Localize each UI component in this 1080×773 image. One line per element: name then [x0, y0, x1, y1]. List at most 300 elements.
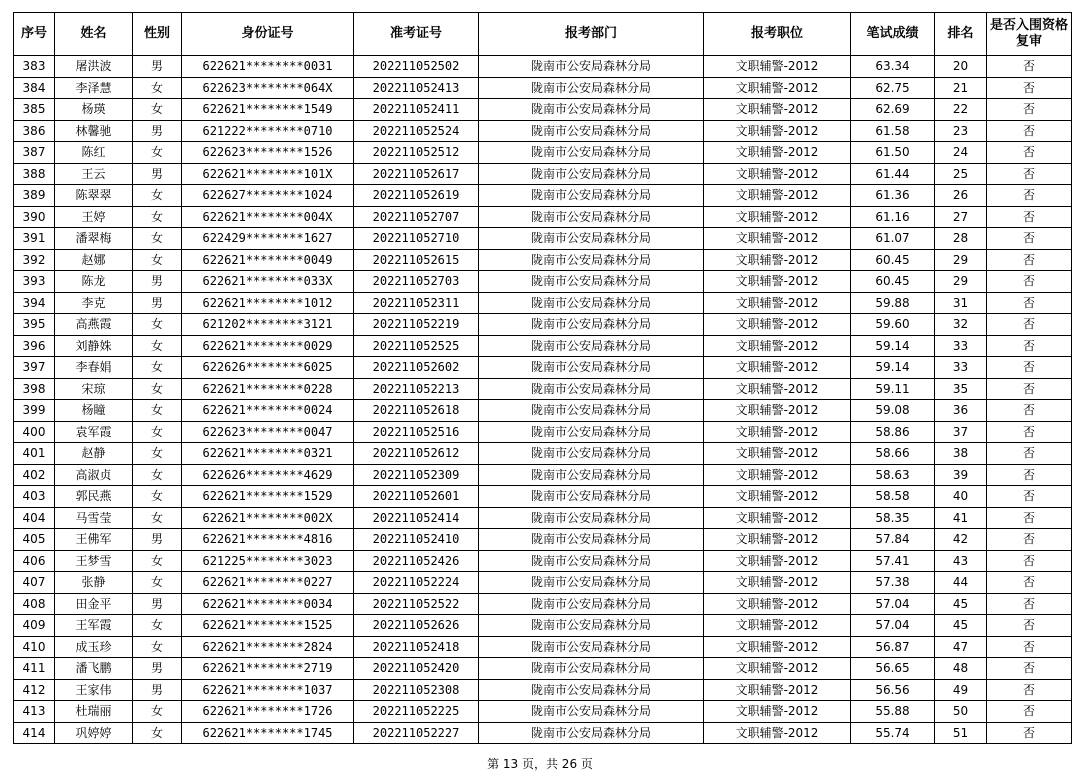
table-row [14, 701, 1072, 723]
cell-name: 杨瑛 [55, 99, 133, 121]
cell-score: 57.41 [851, 550, 935, 572]
cell-department: 陇南市公安局森林分局 [479, 486, 704, 508]
cell-ticket: 202211052703 [354, 271, 479, 293]
cell-gender: 女 [133, 335, 182, 357]
cell-position: 文职辅警-2012 [704, 292, 851, 314]
cell-department: 陇南市公安局森林分局 [479, 357, 704, 379]
cell-score: 56.87 [851, 636, 935, 658]
cell-position: 文职辅警-2012 [704, 679, 851, 701]
cell-rank: 38 [935, 443, 987, 465]
table-row [14, 507, 1072, 529]
cell-rank: 35 [935, 378, 987, 400]
cell-gender: 女 [133, 206, 182, 228]
cell-score: 59.14 [851, 357, 935, 379]
cell-department: 陇南市公安局森林分局 [479, 572, 704, 594]
cell-name: 刘静姝 [55, 335, 133, 357]
cell-name: 王婷 [55, 206, 133, 228]
table-row [14, 185, 1072, 207]
cell-score: 60.45 [851, 271, 935, 293]
cell-position: 文职辅警-2012 [704, 486, 851, 508]
cell-id: 622621********033X [182, 271, 354, 293]
cell-seq: 389 [14, 185, 55, 207]
cell-name: 赵静 [55, 443, 133, 465]
cell-shortlisted: 否 [987, 249, 1072, 271]
cell-ticket: 202211052615 [354, 249, 479, 271]
cell-department: 陇南市公安局森林分局 [479, 163, 704, 185]
cell-shortlisted: 否 [987, 636, 1072, 658]
cell-department: 陇南市公安局森林分局 [479, 228, 704, 250]
cell-ticket: 202211052522 [354, 593, 479, 615]
cell-seq: 406 [14, 550, 55, 572]
cell-rank: 28 [935, 228, 987, 250]
cell-position: 文职辅警-2012 [704, 550, 851, 572]
cell-seq: 403 [14, 486, 55, 508]
cell-score: 61.44 [851, 163, 935, 185]
cell-score: 57.04 [851, 615, 935, 637]
cell-rank: 47 [935, 636, 987, 658]
cell-shortlisted: 否 [987, 529, 1072, 551]
cell-name: 成玉珍 [55, 636, 133, 658]
results-table [13, 12, 1072, 744]
cell-ticket: 202211052410 [354, 529, 479, 551]
cell-seq: 404 [14, 507, 55, 529]
table-row [14, 636, 1072, 658]
cell-score: 61.16 [851, 206, 935, 228]
cell-name: 王佛军 [55, 529, 133, 551]
cell-id: 622621********1549 [182, 99, 354, 121]
cell-id: 622623********0047 [182, 421, 354, 443]
cell-seq: 414 [14, 722, 55, 744]
cell-seq: 397 [14, 357, 55, 379]
cell-seq: 392 [14, 249, 55, 271]
cell-id: 622626********6025 [182, 357, 354, 379]
cell-ticket: 202211052618 [354, 400, 479, 422]
cell-score: 57.84 [851, 529, 935, 551]
cell-ticket: 202211052411 [354, 99, 479, 121]
cell-ticket: 202211052418 [354, 636, 479, 658]
cell-id: 622621********0031 [182, 56, 354, 78]
cell-gender: 女 [133, 400, 182, 422]
cell-score: 63.34 [851, 56, 935, 78]
cell-name: 高燕霞 [55, 314, 133, 336]
cell-rank: 39 [935, 464, 987, 486]
col-header-department: 报考部门 [479, 13, 704, 56]
cell-department: 陇南市公安局森林分局 [479, 314, 704, 336]
cell-position: 文职辅警-2012 [704, 658, 851, 680]
cell-name: 杜瑞丽 [55, 701, 133, 723]
cell-shortlisted: 否 [987, 486, 1072, 508]
cell-name: 赵娜 [55, 249, 133, 271]
cell-id: 622621********0228 [182, 378, 354, 400]
cell-shortlisted: 否 [987, 206, 1072, 228]
col-header-name: 姓名 [55, 13, 133, 56]
cell-ticket: 202211052308 [354, 679, 479, 701]
cell-rank: 33 [935, 335, 987, 357]
cell-ticket: 202211052707 [354, 206, 479, 228]
cell-id: 621202********3121 [182, 314, 354, 336]
cell-id: 621222********0710 [182, 120, 354, 142]
cell-score: 59.88 [851, 292, 935, 314]
cell-gender: 女 [133, 421, 182, 443]
cell-rank: 31 [935, 292, 987, 314]
cell-seq: 400 [14, 421, 55, 443]
cell-gender: 女 [133, 464, 182, 486]
cell-name: 李春娟 [55, 357, 133, 379]
cell-department: 陇南市公安局森林分局 [479, 593, 704, 615]
cell-score: 59.08 [851, 400, 935, 422]
cell-department: 陇南市公安局森林分局 [479, 636, 704, 658]
cell-id: 622621********1012 [182, 292, 354, 314]
cell-score: 58.86 [851, 421, 935, 443]
cell-name: 王云 [55, 163, 133, 185]
cell-ticket: 202211052512 [354, 142, 479, 164]
cell-seq: 412 [14, 679, 55, 701]
cell-department: 陇南市公安局森林分局 [479, 249, 704, 271]
table-row [14, 335, 1072, 357]
cell-rank: 40 [935, 486, 987, 508]
cell-position: 文职辅警-2012 [704, 378, 851, 400]
cell-department: 陇南市公安局森林分局 [479, 550, 704, 572]
col-header-ticket: 准考证号 [354, 13, 479, 56]
col-header-shortlisted: 是否入围资格复审 [987, 13, 1072, 56]
table-row [14, 77, 1072, 99]
cell-name: 田金平 [55, 593, 133, 615]
cell-seq: 410 [14, 636, 55, 658]
cell-gender: 男 [133, 593, 182, 615]
table-row [14, 421, 1072, 443]
table-row [14, 443, 1072, 465]
cell-position: 文职辅警-2012 [704, 335, 851, 357]
cell-gender: 男 [133, 529, 182, 551]
cell-id: 622621********0024 [182, 400, 354, 422]
table-row [14, 142, 1072, 164]
cell-shortlisted: 否 [987, 56, 1072, 78]
cell-seq: 396 [14, 335, 55, 357]
table-row [14, 271, 1072, 293]
cell-ticket: 202211052420 [354, 658, 479, 680]
cell-score: 61.36 [851, 185, 935, 207]
cell-department: 陇南市公安局森林分局 [479, 443, 704, 465]
cell-id: 622623********064X [182, 77, 354, 99]
cell-position: 文职辅警-2012 [704, 56, 851, 78]
cell-position: 文职辅警-2012 [704, 357, 851, 379]
cell-name: 潘飞鹏 [55, 658, 133, 680]
cell-seq: 408 [14, 593, 55, 615]
table-row [14, 529, 1072, 551]
cell-department: 陇南市公安局森林分局 [479, 615, 704, 637]
cell-name: 巩婷婷 [55, 722, 133, 744]
cell-shortlisted: 否 [987, 77, 1072, 99]
cell-id: 622621********1037 [182, 679, 354, 701]
table-row [14, 292, 1072, 314]
cell-id: 622621********0049 [182, 249, 354, 271]
cell-ticket: 202211052227 [354, 722, 479, 744]
cell-seq: 393 [14, 271, 55, 293]
cell-position: 文职辅警-2012 [704, 77, 851, 99]
cell-position: 文职辅警-2012 [704, 271, 851, 293]
cell-rank: 45 [935, 593, 987, 615]
cell-rank: 44 [935, 572, 987, 594]
cell-seq: 390 [14, 206, 55, 228]
cell-id: 622621********0029 [182, 335, 354, 357]
cell-id: 622621********1726 [182, 701, 354, 723]
cell-department: 陇南市公安局森林分局 [479, 701, 704, 723]
cell-position: 文职辅警-2012 [704, 185, 851, 207]
cell-score: 61.50 [851, 142, 935, 164]
cell-id: 622621********2719 [182, 658, 354, 680]
cell-name: 宋琼 [55, 378, 133, 400]
table-row [14, 400, 1072, 422]
col-header-position: 报考职位 [704, 13, 851, 56]
cell-id: 622627********1024 [182, 185, 354, 207]
page-footer: 第 13 页，共 26 页 [487, 757, 593, 771]
cell-position: 文职辅警-2012 [704, 529, 851, 551]
cell-position: 文职辅警-2012 [704, 701, 851, 723]
cell-shortlisted: 否 [987, 615, 1072, 637]
cell-id: 622621********2824 [182, 636, 354, 658]
cell-shortlisted: 否 [987, 120, 1072, 142]
cell-seq: 399 [14, 400, 55, 422]
cell-id: 622621********0227 [182, 572, 354, 594]
cell-position: 文职辅警-2012 [704, 228, 851, 250]
cell-gender: 男 [133, 658, 182, 680]
cell-shortlisted: 否 [987, 443, 1072, 465]
cell-shortlisted: 否 [987, 421, 1072, 443]
cell-seq: 394 [14, 292, 55, 314]
cell-department: 陇南市公安局森林分局 [479, 271, 704, 293]
cell-seq: 388 [14, 163, 55, 185]
cell-position: 文职辅警-2012 [704, 314, 851, 336]
cell-rank: 51 [935, 722, 987, 744]
cell-shortlisted: 否 [987, 722, 1072, 744]
cell-score: 58.58 [851, 486, 935, 508]
table-row [14, 572, 1072, 594]
cell-seq: 407 [14, 572, 55, 594]
cell-gender: 男 [133, 56, 182, 78]
cell-name: 袁军霞 [55, 421, 133, 443]
table-row [14, 99, 1072, 121]
cell-shortlisted: 否 [987, 679, 1072, 701]
cell-name: 张静 [55, 572, 133, 594]
cell-gender: 男 [133, 679, 182, 701]
cell-shortlisted: 否 [987, 271, 1072, 293]
cell-rank: 29 [935, 271, 987, 293]
cell-position: 文职辅警-2012 [704, 443, 851, 465]
cell-ticket: 202211052602 [354, 357, 479, 379]
cell-gender: 女 [133, 185, 182, 207]
cell-name: 杨瞳 [55, 400, 133, 422]
cell-position: 文职辅警-2012 [704, 120, 851, 142]
cell-gender: 女 [133, 357, 182, 379]
cell-department: 陇南市公安局森林分局 [479, 529, 704, 551]
cell-rank: 45 [935, 615, 987, 637]
cell-rank: 22 [935, 99, 987, 121]
cell-name: 高淑贞 [55, 464, 133, 486]
cell-position: 文职辅警-2012 [704, 636, 851, 658]
cell-shortlisted: 否 [987, 400, 1072, 422]
cell-seq: 398 [14, 378, 55, 400]
cell-position: 文职辅警-2012 [704, 615, 851, 637]
table-row [14, 56, 1072, 78]
cell-id: 622621********4816 [182, 529, 354, 551]
table-row [14, 120, 1072, 142]
cell-shortlisted: 否 [987, 335, 1072, 357]
cell-department: 陇南市公安局森林分局 [479, 77, 704, 99]
cell-shortlisted: 否 [987, 314, 1072, 336]
cell-ticket: 202211052413 [354, 77, 479, 99]
cell-id: 622621********0321 [182, 443, 354, 465]
cell-name: 李泽慧 [55, 77, 133, 99]
cell-position: 文职辅警-2012 [704, 593, 851, 615]
cell-name: 陈翠翠 [55, 185, 133, 207]
cell-seq: 385 [14, 99, 55, 121]
cell-department: 陇南市公安局森林分局 [479, 679, 704, 701]
cell-score: 58.66 [851, 443, 935, 465]
cell-gender: 男 [133, 271, 182, 293]
cell-ticket: 202211052309 [354, 464, 479, 486]
cell-score: 59.11 [851, 378, 935, 400]
cell-department: 陇南市公安局森林分局 [479, 421, 704, 443]
cell-gender: 女 [133, 486, 182, 508]
cell-ticket: 202211052516 [354, 421, 479, 443]
cell-rank: 27 [935, 206, 987, 228]
cell-gender: 女 [133, 443, 182, 465]
cell-shortlisted: 否 [987, 357, 1072, 379]
cell-name: 郭民燕 [55, 486, 133, 508]
cell-ticket: 202211052710 [354, 228, 479, 250]
cell-ticket: 202211052219 [354, 314, 479, 336]
cell-seq: 387 [14, 142, 55, 164]
cell-ticket: 202211052524 [354, 120, 479, 142]
cell-name: 潘翠梅 [55, 228, 133, 250]
cell-name: 王家伟 [55, 679, 133, 701]
cell-position: 文职辅警-2012 [704, 163, 851, 185]
cell-gender: 女 [133, 722, 182, 744]
cell-shortlisted: 否 [987, 658, 1072, 680]
cell-ticket: 202211052619 [354, 185, 479, 207]
cell-gender: 女 [133, 550, 182, 572]
cell-score: 59.14 [851, 335, 935, 357]
cell-name: 马雪莹 [55, 507, 133, 529]
cell-position: 文职辅警-2012 [704, 507, 851, 529]
col-header-seq: 序号 [14, 13, 55, 56]
cell-score: 58.63 [851, 464, 935, 486]
cell-department: 陇南市公安局森林分局 [479, 658, 704, 680]
cell-department: 陇南市公安局森林分局 [479, 99, 704, 121]
cell-rank: 32 [935, 314, 987, 336]
cell-shortlisted: 否 [987, 99, 1072, 121]
cell-score: 57.04 [851, 593, 935, 615]
cell-position: 文职辅警-2012 [704, 249, 851, 271]
cell-ticket: 202211052213 [354, 378, 479, 400]
cell-id: 622621********002X [182, 507, 354, 529]
cell-seq: 383 [14, 56, 55, 78]
cell-score: 57.38 [851, 572, 935, 594]
cell-name: 陈红 [55, 142, 133, 164]
cell-gender: 女 [133, 314, 182, 336]
cell-seq: 395 [14, 314, 55, 336]
cell-gender: 女 [133, 249, 182, 271]
cell-rank: 29 [935, 249, 987, 271]
cell-id: 622621********0034 [182, 593, 354, 615]
cell-rank: 43 [935, 550, 987, 572]
cell-id: 622626********4629 [182, 464, 354, 486]
cell-shortlisted: 否 [987, 593, 1072, 615]
cell-position: 文职辅警-2012 [704, 142, 851, 164]
cell-seq: 405 [14, 529, 55, 551]
cell-ticket: 202211052311 [354, 292, 479, 314]
cell-ticket: 202211052225 [354, 701, 479, 723]
cell-shortlisted: 否 [987, 550, 1072, 572]
cell-department: 陇南市公安局森林分局 [479, 292, 704, 314]
table-row [14, 658, 1072, 680]
cell-score: 60.45 [851, 249, 935, 271]
cell-id: 622621********1529 [182, 486, 354, 508]
col-header-gender: 性别 [133, 13, 182, 56]
cell-seq: 413 [14, 701, 55, 723]
cell-gender: 女 [133, 572, 182, 594]
cell-position: 文职辅警-2012 [704, 572, 851, 594]
cell-rank: 50 [935, 701, 987, 723]
cell-id: 622621********004X [182, 206, 354, 228]
cell-shortlisted: 否 [987, 507, 1072, 529]
cell-score: 55.88 [851, 701, 935, 723]
cell-rank: 33 [935, 357, 987, 379]
cell-ticket: 202211052626 [354, 615, 479, 637]
table-row [14, 314, 1072, 336]
cell-shortlisted: 否 [987, 228, 1072, 250]
cell-position: 文职辅警-2012 [704, 722, 851, 744]
cell-rank: 41 [935, 507, 987, 529]
col-header-score: 笔试成绩 [851, 13, 935, 56]
cell-gender: 女 [133, 507, 182, 529]
cell-department: 陇南市公安局森林分局 [479, 464, 704, 486]
cell-department: 陇南市公安局森林分局 [479, 400, 704, 422]
cell-score: 56.56 [851, 679, 935, 701]
cell-seq: 409 [14, 615, 55, 637]
cell-gender: 女 [133, 142, 182, 164]
cell-position: 文职辅警-2012 [704, 464, 851, 486]
cell-shortlisted: 否 [987, 572, 1072, 594]
table-row [14, 228, 1072, 250]
cell-gender: 男 [133, 292, 182, 314]
table-row [14, 615, 1072, 637]
cell-gender: 女 [133, 77, 182, 99]
cell-department: 陇南市公安局森林分局 [479, 56, 704, 78]
table-row [14, 679, 1072, 701]
cell-id: 622429********1627 [182, 228, 354, 250]
table-row [14, 464, 1072, 486]
cell-id: 622621********101X [182, 163, 354, 185]
cell-name: 王军霞 [55, 615, 133, 637]
cell-gender: 女 [133, 636, 182, 658]
cell-name: 屠洪波 [55, 56, 133, 78]
table-row [14, 378, 1072, 400]
cell-department: 陇南市公安局森林分局 [479, 722, 704, 744]
cell-id: 622621********1745 [182, 722, 354, 744]
table-row [14, 722, 1072, 744]
cell-rank: 25 [935, 163, 987, 185]
cell-seq: 386 [14, 120, 55, 142]
cell-name: 林馨驰 [55, 120, 133, 142]
cell-ticket: 202211052601 [354, 486, 479, 508]
cell-gender: 女 [133, 615, 182, 637]
cell-department: 陇南市公安局森林分局 [479, 378, 704, 400]
cell-shortlisted: 否 [987, 701, 1072, 723]
cell-name: 陈龙 [55, 271, 133, 293]
cell-rank: 48 [935, 658, 987, 680]
cell-shortlisted: 否 [987, 142, 1072, 164]
